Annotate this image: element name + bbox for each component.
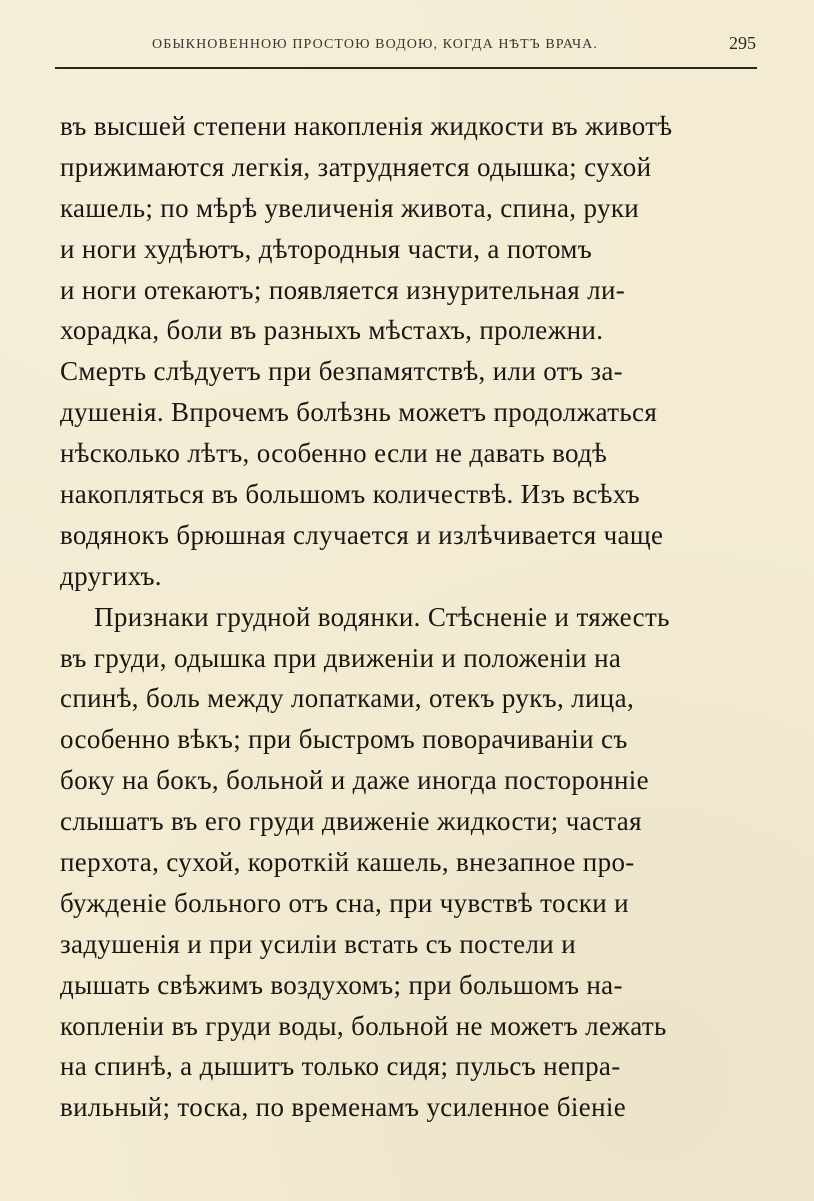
text-line-3: кашель; по мѣрѣ увеличенія живота, спина, руки xyxy=(60,192,640,223)
text-line-24: на спинѣ, а дышитъ только сидя; пульсъ непра- xyxy=(60,1051,621,1082)
text-line-18: слышатъ въ его груди движеніе жидкости; частая xyxy=(60,806,642,837)
text-line-14: въ груди, одышка при движеніи и положеніи на xyxy=(60,642,622,673)
text-line-20: бужденіе больного отъ сна, при чувствѣ тоски и xyxy=(60,887,629,918)
text-line-4: и ноги худѣютъ, дѣтородныя части, а потомъ xyxy=(60,233,593,264)
text-line-17: боку на бокъ, больной и даже иногда посторонніе xyxy=(60,765,649,796)
page-header xyxy=(58,33,756,61)
text-line-16: особенно вѣкъ; при быстромъ поворачиваніи съ xyxy=(60,724,628,755)
text-line-6: хорадка, боли въ разныхъ мѣстахъ, пролежни. xyxy=(60,315,604,346)
text-line-15: спинѣ, боль между лопатками, отекъ рукъ, лица, xyxy=(60,683,635,714)
text-line-25: вильный; тоска, по временамъ усиленное біеніе xyxy=(60,1092,627,1123)
text-line-12: другихъ. xyxy=(60,560,162,591)
text-line-1: въ высшей степени накопленія жидкости въ животѣ xyxy=(60,111,673,141)
page-number: 295 xyxy=(729,33,756,53)
text-line-13: Признаки грудной водянки. Стѣсненіе и тяжесть xyxy=(94,601,670,632)
text-line-10: накопляться въ большомъ количествѣ. Изъ всѣхъ xyxy=(60,479,640,510)
text-line-5: и ноги отекаютъ; появляется изнурительная ли- xyxy=(60,274,626,305)
text-line-19: перхота, сухой, короткій кашель, внезапное про- xyxy=(60,847,635,878)
text-line-8: душенія. Впрочемъ болѣзнь можетъ продолжаться xyxy=(60,397,658,428)
header-rule xyxy=(55,67,757,69)
text-line-21: задушенія и при усиліи встать съ постели и xyxy=(60,928,576,959)
text-line-11: водянокъ брюшная случается и излѣчивается чаще xyxy=(60,519,664,550)
body-text xyxy=(60,106,764,1128)
text-line-2: прижимаются легкія, затрудняется одышка; сухой xyxy=(60,151,652,182)
text-line-9: нѣсколько лѣтъ, особенно если не давать водѣ xyxy=(60,438,608,469)
text-line-22: дышать свѣжимъ воздухомъ; при большомъ на- xyxy=(60,969,623,1000)
text-line-7: Смерть слѣдуетъ при безпамятствѣ, или отъ за- xyxy=(60,356,624,387)
running-head: ОБЫКНОВЕННОЮ ПРОСТОЮ ВОДОЮ, КОГДА НѢТЪ ВРАЧА. xyxy=(152,37,598,52)
text-line-23: копленіи въ груди воды, больной не можетъ лежать xyxy=(60,1010,667,1041)
